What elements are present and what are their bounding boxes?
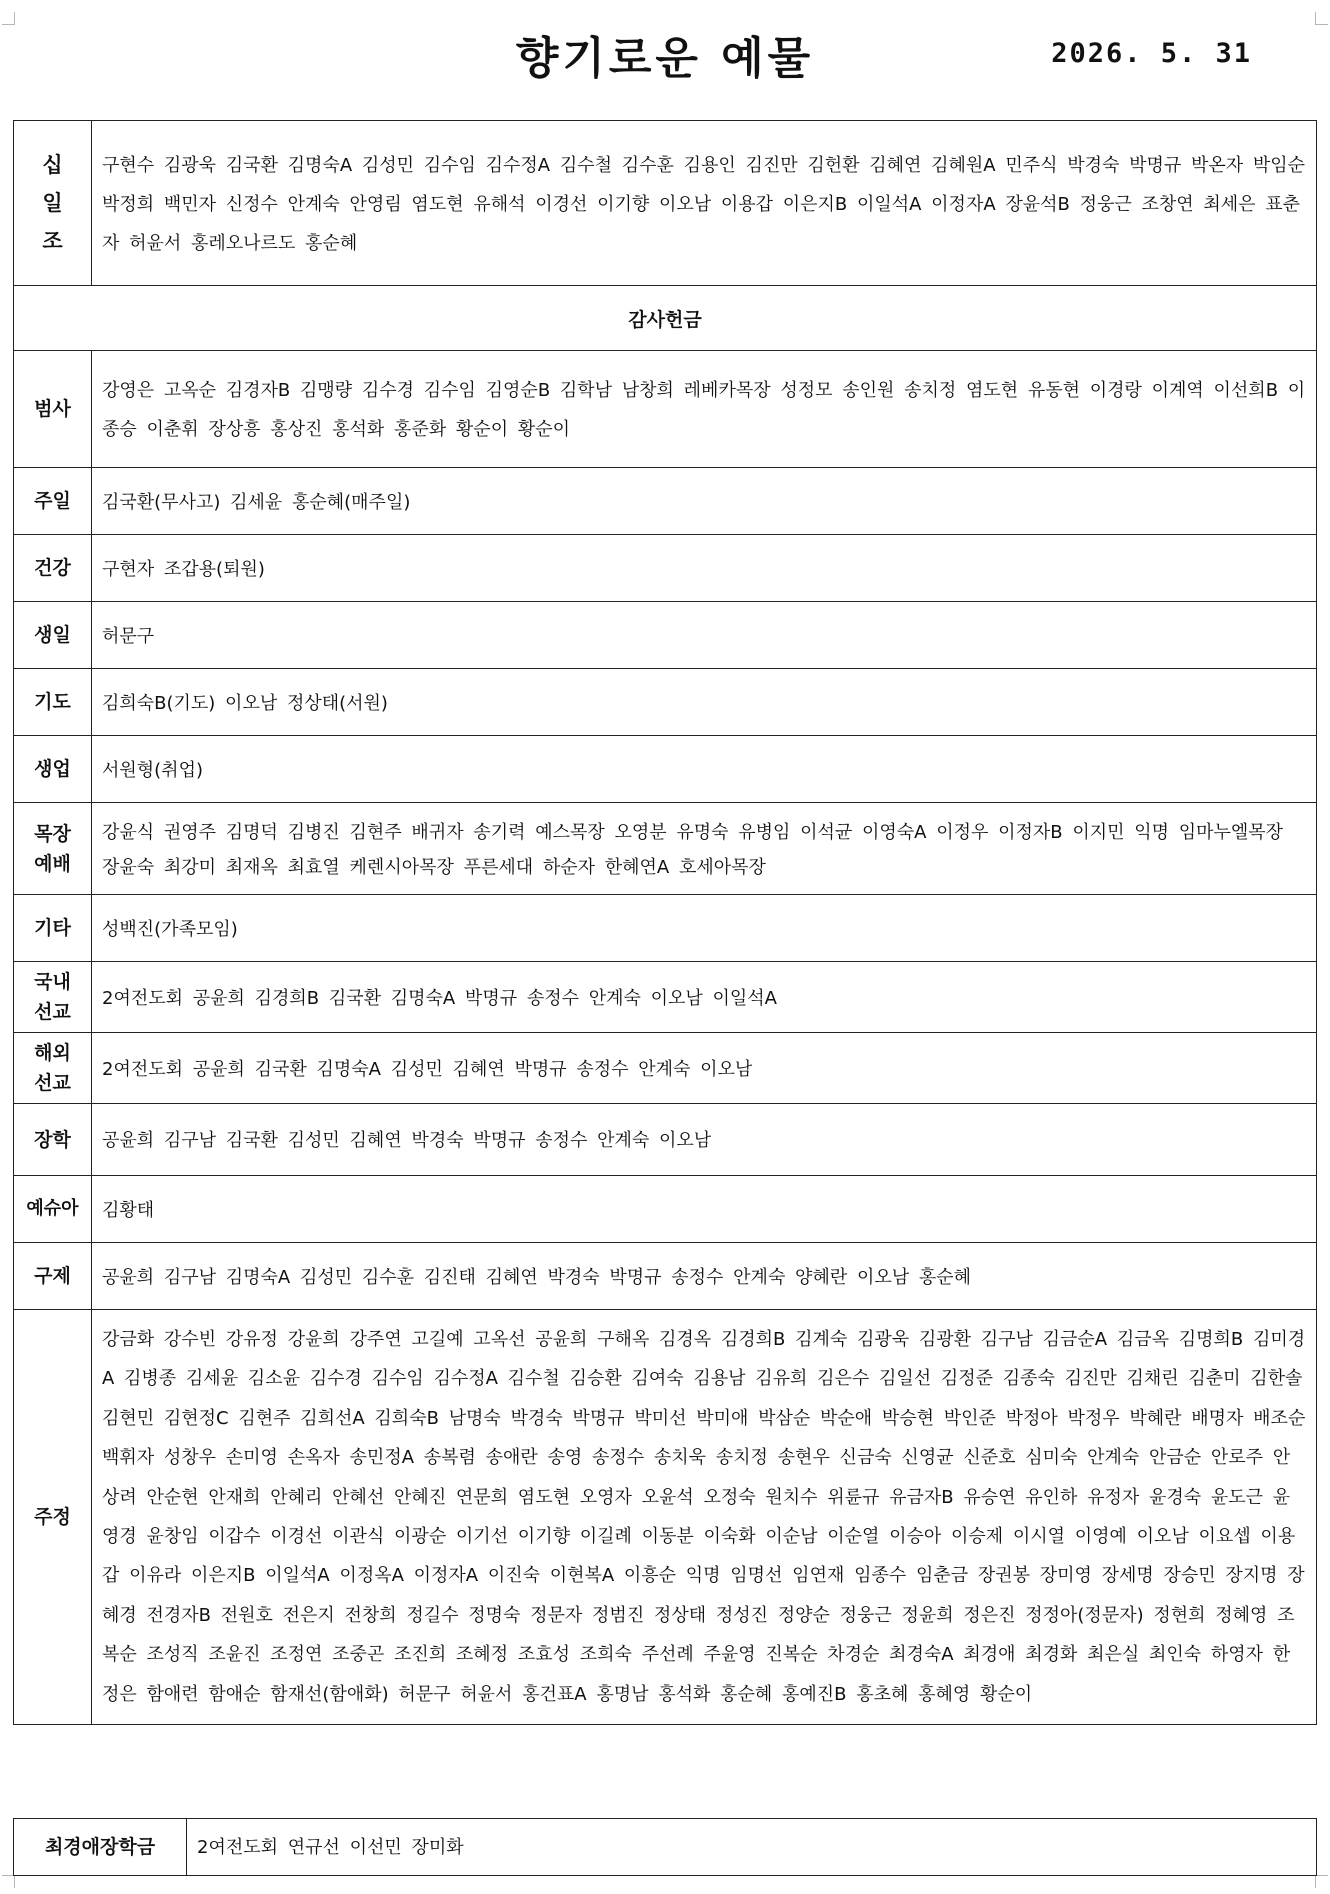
row-yesua: [14, 1176, 1317, 1243]
crop-mark-bottom-right: [1315, 1875, 1328, 1888]
names-janghak: 공윤희 김구남 김국환 김성민 김혜연 박경숙 박명규 송정수 안계숙 이오남: [92, 1104, 1317, 1176]
row-saengil: [14, 602, 1317, 669]
label-char: 십: [42, 153, 63, 177]
row-janghak: [14, 1104, 1317, 1176]
names-juil: 김국환(무사고) 김세윤 홍순혜(매주일): [92, 468, 1317, 535]
row-gita: [14, 895, 1317, 962]
label-char: 조: [42, 229, 63, 253]
row-geongang: [14, 535, 1317, 602]
label-line: 예배: [34, 852, 71, 875]
row-guje: [14, 1243, 1317, 1310]
names-gido: 김희숙B(기도) 이오남 정상태(서원): [92, 669, 1317, 736]
label-char: 일: [42, 191, 63, 215]
row-gungnae: [14, 962, 1317, 1033]
scholarship-table: [13, 1818, 1317, 1876]
label-haeoe: [14, 1033, 92, 1104]
section-thanks-header: 감사헌금: [14, 286, 1317, 351]
names-choegyeongae: 2여전도회 연규선 이선민 장미화: [187, 1819, 1317, 1876]
label-geongang: 건강: [14, 535, 92, 602]
label-juil: 주일: [14, 468, 92, 535]
names-beomsa: 강영은 고옥순 김경자B 김맹량 김수경 김수임 김영순B 김학남 남창희 레베카목장 성정모 송인원 송치정 염도현 유동현 이경랑 이계역 이선희B 이종승 이춘휘 장상흥 홍상진 홍석화 홍준화 황순이 황순이: [92, 351, 1317, 468]
label-gungnae: [14, 962, 92, 1033]
names-saengil: 허문구: [92, 602, 1317, 669]
crop-mark-bottom-left: [2, 1875, 15, 1888]
row-sipiljo: [14, 121, 1317, 286]
names-jujeong: 강금화 강수빈 강유정 강윤희 강주연 고길예 고옥선 공윤희 구해옥 김경옥 김경희B 김계숙 김광욱 김광환 김구남 김금순A 김금옥 김명희B 김미경A 김병종 김세윤 김소윤 김수경 김수임 김수정A 김수철 김승환 김여숙 김용남 김유희 김은수 김일선 김정준 김종숙 김진만 김채린 김춘미 김한솔 김현민 김현정C 김현주 김희선A 김희숙B 남명숙 박경숙 박명규 박미선 박미애 박삼순 박순애 박승현 박인준 박정아 박정우 박혜란 배명자 배조순 백휘자 성창우 손미영 손옥자 송민정A 송복렴 송애란 송영 송정수 송치욱 송치정 송현우 신금숙 신영균 신준호 심미숙 안계숙 안금순 안로주 안상려 안순현 안재희 안혜리 안혜선 안혜진 연문희 염도현 오영자 오윤석 오정숙 원치수 위륜규 유금자B 유승연 유인하 유정자 윤경숙 윤도근 윤영경 윤창임 이갑수 이경선 이관식 이광순 이기선 이기향 이길례 이동분 이숙화 이순남 이순열 이승아 이승제 이시열 이영예 이오남 이요셉 이용갑 이유라 이은지B 이일석A 이정옥A 이정자A 이진숙 이현복A 이흥순 익명 임명선 임연재 임종수 임춘금 장권봉 장미영 장세명 장승민 장지명 장혜경 전경자B 전원호 전은지 전창희 정길수 정명숙 정문자 정범진 정상태 정성진 정양순 정웅근 정윤희 정은진 정정아(정문자) 정현희 정혜영 조복순 조성직 조윤진 조정연 조중곤 조진희 조혜정 조효성 조희숙 주선례 주윤영 진복순 차경순 최경숙A 최경애 최경화 최은실 최인숙 하영자 한정은 함애련 함애순 함재선(함애화) 허문구 허윤서 홍건표A 홍명남 홍석화 홍순혜 홍예진B 홍초혜 홍혜영 황순이: [92, 1310, 1317, 1725]
row-haeoe: [14, 1033, 1317, 1104]
label-janghak: 장학: [14, 1104, 92, 1176]
label-beomsa: 범사: [14, 351, 92, 468]
label-choegyeongae: 최경애장학금: [14, 1819, 187, 1876]
row-saengeop: [14, 736, 1317, 803]
label-jujeong: 주정: [14, 1310, 92, 1725]
label-line: 선교: [34, 1072, 71, 1094]
label-line: 목장: [34, 822, 71, 845]
names-haeoe: 2여전도회 공윤희 김국환 김명숙A 김성민 김혜연 박명규 송정수 안계숙 이오남: [92, 1033, 1317, 1104]
names-sipiljo: 구현수 김광욱 김국환 김명숙A 김성민 김수임 김수정A 김수철 김수훈 김용인 김진만 김헌환 김혜연 김혜원A 민주식 박경숙 박명규 박온자 박임순 박정희 백민자 신정수 안계숙 안영림 염도현 유해석 이경선 이기향 이오남 이용갑 이은지B 이일석A 이정자A 장윤석B 정웅근 조창연 최세은 표춘자 허윤서 홍레오나르도 홍순혜: [92, 121, 1317, 286]
row-mokjang: [14, 803, 1317, 895]
names-gita: 성백진(가족모임): [92, 895, 1317, 962]
label-yesua: 예슈아: [14, 1176, 92, 1243]
row-beomsa: [14, 351, 1317, 468]
page-header: [0, 0, 1330, 110]
names-saengeop: 서원형(취업): [92, 736, 1317, 803]
label-guje: 구제: [14, 1243, 92, 1310]
label-saengeop: 생업: [14, 736, 92, 803]
label-saengil: 생일: [14, 602, 92, 669]
label-line: 해외: [34, 1042, 71, 1064]
names-gungnae: 2여전도회 공윤희 김경희B 김국환 김명숙A 박명규 송정수 안계숙 이오남 이일석A: [92, 962, 1317, 1033]
label-sipiljo: [14, 121, 92, 286]
row-juil: [14, 468, 1317, 535]
names-mokjang: 강윤식 권영주 김명덕 김병진 김현주 배귀자 송기력 예스목장 오영분 유명숙 유병임 이석균 이영숙A 이정우 이정자B 이지민 익명 임마누엘목장 장윤숙 최강미 최재옥 최효열 케렌시아목장 푸른세대 하순자 한혜연A 호세아목장: [92, 803, 1317, 895]
names-yesua: 김황태: [92, 1176, 1317, 1243]
offering-table: [13, 120, 1317, 1725]
label-line: 선교: [34, 1001, 71, 1023]
label-line: 국내: [34, 971, 71, 993]
label-gido: 기도: [14, 669, 92, 736]
label-mokjang: [14, 803, 92, 895]
page-date: 2026. 5. 31: [1051, 38, 1252, 69]
names-geongang: 구현자 조갑용(퇴원): [92, 535, 1317, 602]
row-thanks-header: [14, 286, 1317, 351]
names-guje: 공윤희 김구남 김명숙A 김성민 김수훈 김진태 김혜연 박경숙 박명규 송정수 안계숙 양혜란 이오남 홍순혜: [92, 1243, 1317, 1310]
label-gita: 기타: [14, 895, 92, 962]
row-jujeong: [14, 1310, 1317, 1725]
row-choegyeongae: [14, 1819, 1317, 1876]
page-title: 향기로운 예물: [515, 33, 815, 84]
row-gido: [14, 669, 1317, 736]
